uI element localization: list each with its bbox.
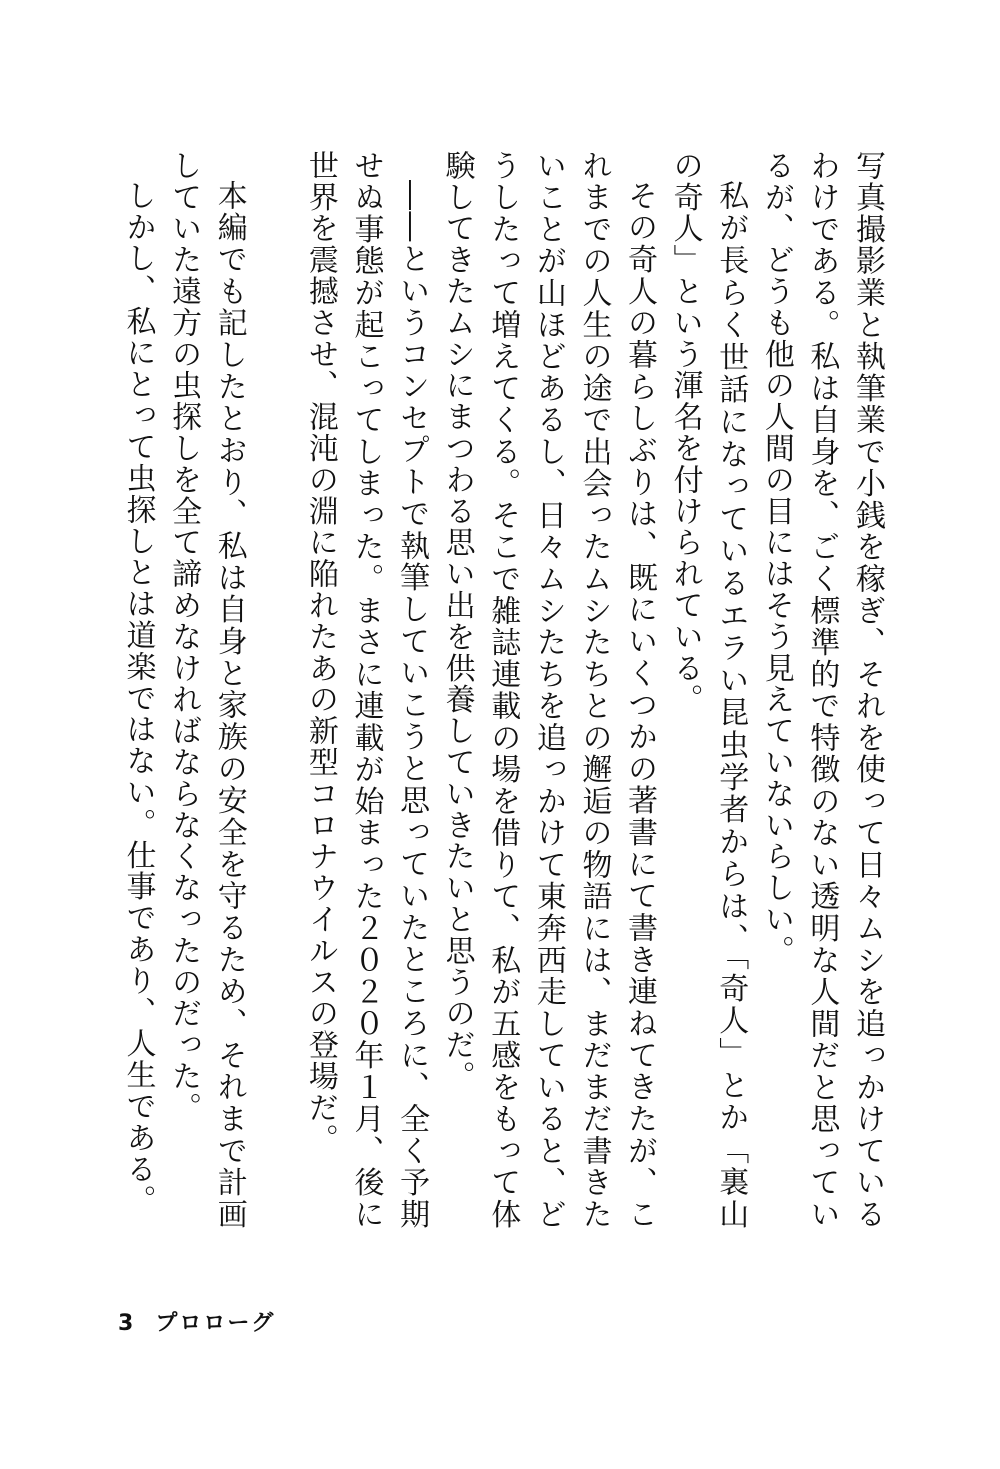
paragraph: 私が長らく世話になっているエラい昆虫学者からは、「奇人」とか「裏山の奇人」という渾名を付けられている。	[667, 150, 749, 1230]
page-footer	[118, 1306, 275, 1337]
paragraph: ――というコンセプトで執筆していこうと思っていたところに、全く予期せぬ事態が起こってしまった。まさに連載が始まった２０２０年１月、後に世界を震撼させ、混沌の淵に陥れたあの新型コロナウイルスの登場だ。	[302, 150, 430, 1230]
paragraph: 本編でも記したとおり、私は自身と家族の安全を守るため、それまで計画していた遠方の虫探しを全て諦めなければならなくなったのだった。	[166, 150, 247, 1230]
paragraph: その奇人の暮らしぶりは、既にいくつかの著書にて書き連ねてきたが、これまでの人生の途で出会ったムシたちとの邂逅の物語には、まだまだ書きたいことが山ほどあるし、日々ムシたちを追っかけて東奔西走していると、どうしたって増えてくる。そこで雑誌連載の場を借りて、私が五感をもって体験してきたムシにまつわる思い出を供養していきたいと思うのだ。	[439, 150, 658, 1230]
body-text	[110, 150, 890, 1230]
page-number: 3	[118, 1311, 136, 1336]
paragraph: しかし、私にとって虫探しとは道楽ではない。仕事であり、人生である。	[120, 180, 156, 1217]
section-title: プロローグ	[155, 1311, 276, 1336]
paragraph: 写真撮影業と執筆業で小銭を稼ぎ、それを使って日々ムシを追っかけているわけである。私は自身を、ごく標準的で特徴のない透明な人間だと思っているが、どうも他の人間の目にはそう見えていないらしい。	[758, 150, 885, 1230]
